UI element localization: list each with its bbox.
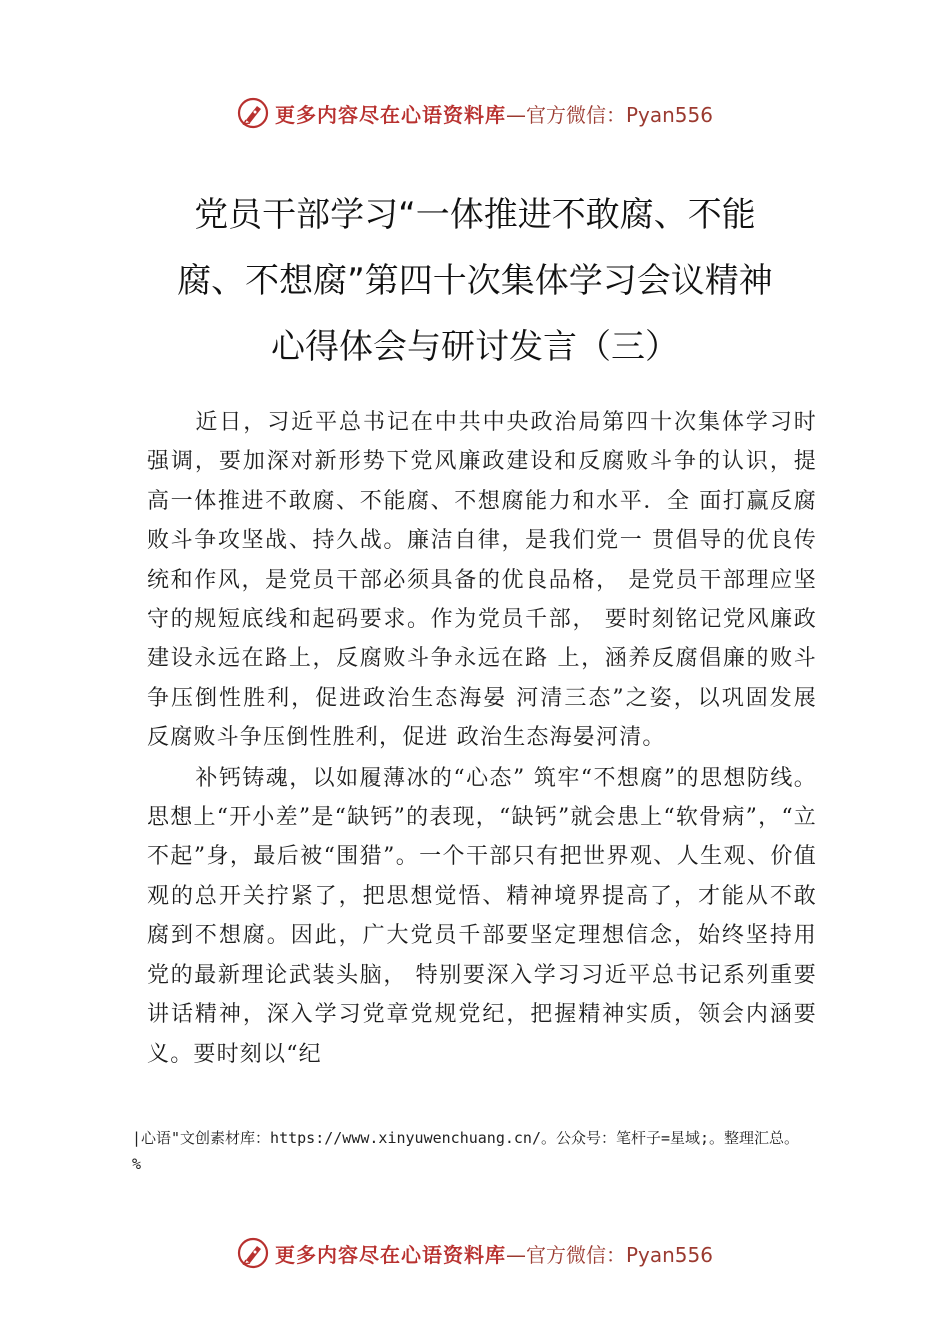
pen-nib-logo-icon [237, 97, 269, 129]
pen-nib-logo-icon [237, 1237, 269, 1269]
banner-site-text: 更多内容尽在心语资料库 [274, 102, 506, 127]
footer-wechat-text: —官方微信：Pyan556 [505, 1242, 713, 1267]
body-paragraph-1: 近日，习近平总书记在中共中央政治局第四十次集体学习时强调，要加深对新形势下党风廉政建设和反腐败斗争的认识，提高一体推进不敢腐、不能腐、不想腐能力和水平．全 面打赢反腐败斗争攻坚战、持久战。廉洁自律，是我们党一 贯倡导的优良传统和作风，是党员干部必须具备的优良品格， 是党员干部理应坚守的规短底线和起码要求。作为党员千部， 要时刻铭记党风廉政建设永远在路上，反腐败斗争永远在路 上，涵养反腐倡廉的败斗争压倒性胜利，促进政治生态海晏 河清三态”之姿，以巩固发展反腐败斗争压倒性胜利，促进 政治生态海晏河清。 [147, 410, 817, 751]
body-paragraph-2: 补钙铸魂，以如履薄冰的“心态” 筑牢“不想腐”的思想防线。思想上“开小差”是“缺钙”的表现，“缺钙”就会患上“软骨病”，“立不起”身，最后被“围猎”。一个干部只有把世界观、人生观、价值观的总开关拧紧了，把思想觉悟、精神境界提高了，才能从不敢腐到不想腐。因此，广大党员千部要坚定理想信念，始终坚持用党的最新理论武装头脑， 特别要深入学习习近平总书记系列重要讲话精神，深入学习党章党规党纪，把握精神实质，领会内涵要义。要时刻以“纪 [147, 765, 817, 1067]
title-line-2: 腐、不想腐”第四十次集体学习会议精神 [177, 261, 773, 301]
banner-wechat-text: —官方微信：Pyan556 [505, 102, 713, 127]
document-title [0, 182, 950, 380]
title-line-1: 党员干部学习“一体推进不敢腐、不能 [194, 195, 756, 235]
footer-banner [0, 1233, 950, 1273]
footnote: |心语"文创素材库：https://www.xinyuwenchuang.cn/。公众号：笔杆子=星域;。整理汇总。 % [132, 1129, 800, 1173]
document-body [147, 403, 817, 1074]
header-banner [0, 93, 950, 133]
footer-site-text: 更多内容尽在心语资料库 [274, 1242, 506, 1267]
title-line-3: 心得体会与研讨发言（三） [271, 327, 679, 367]
